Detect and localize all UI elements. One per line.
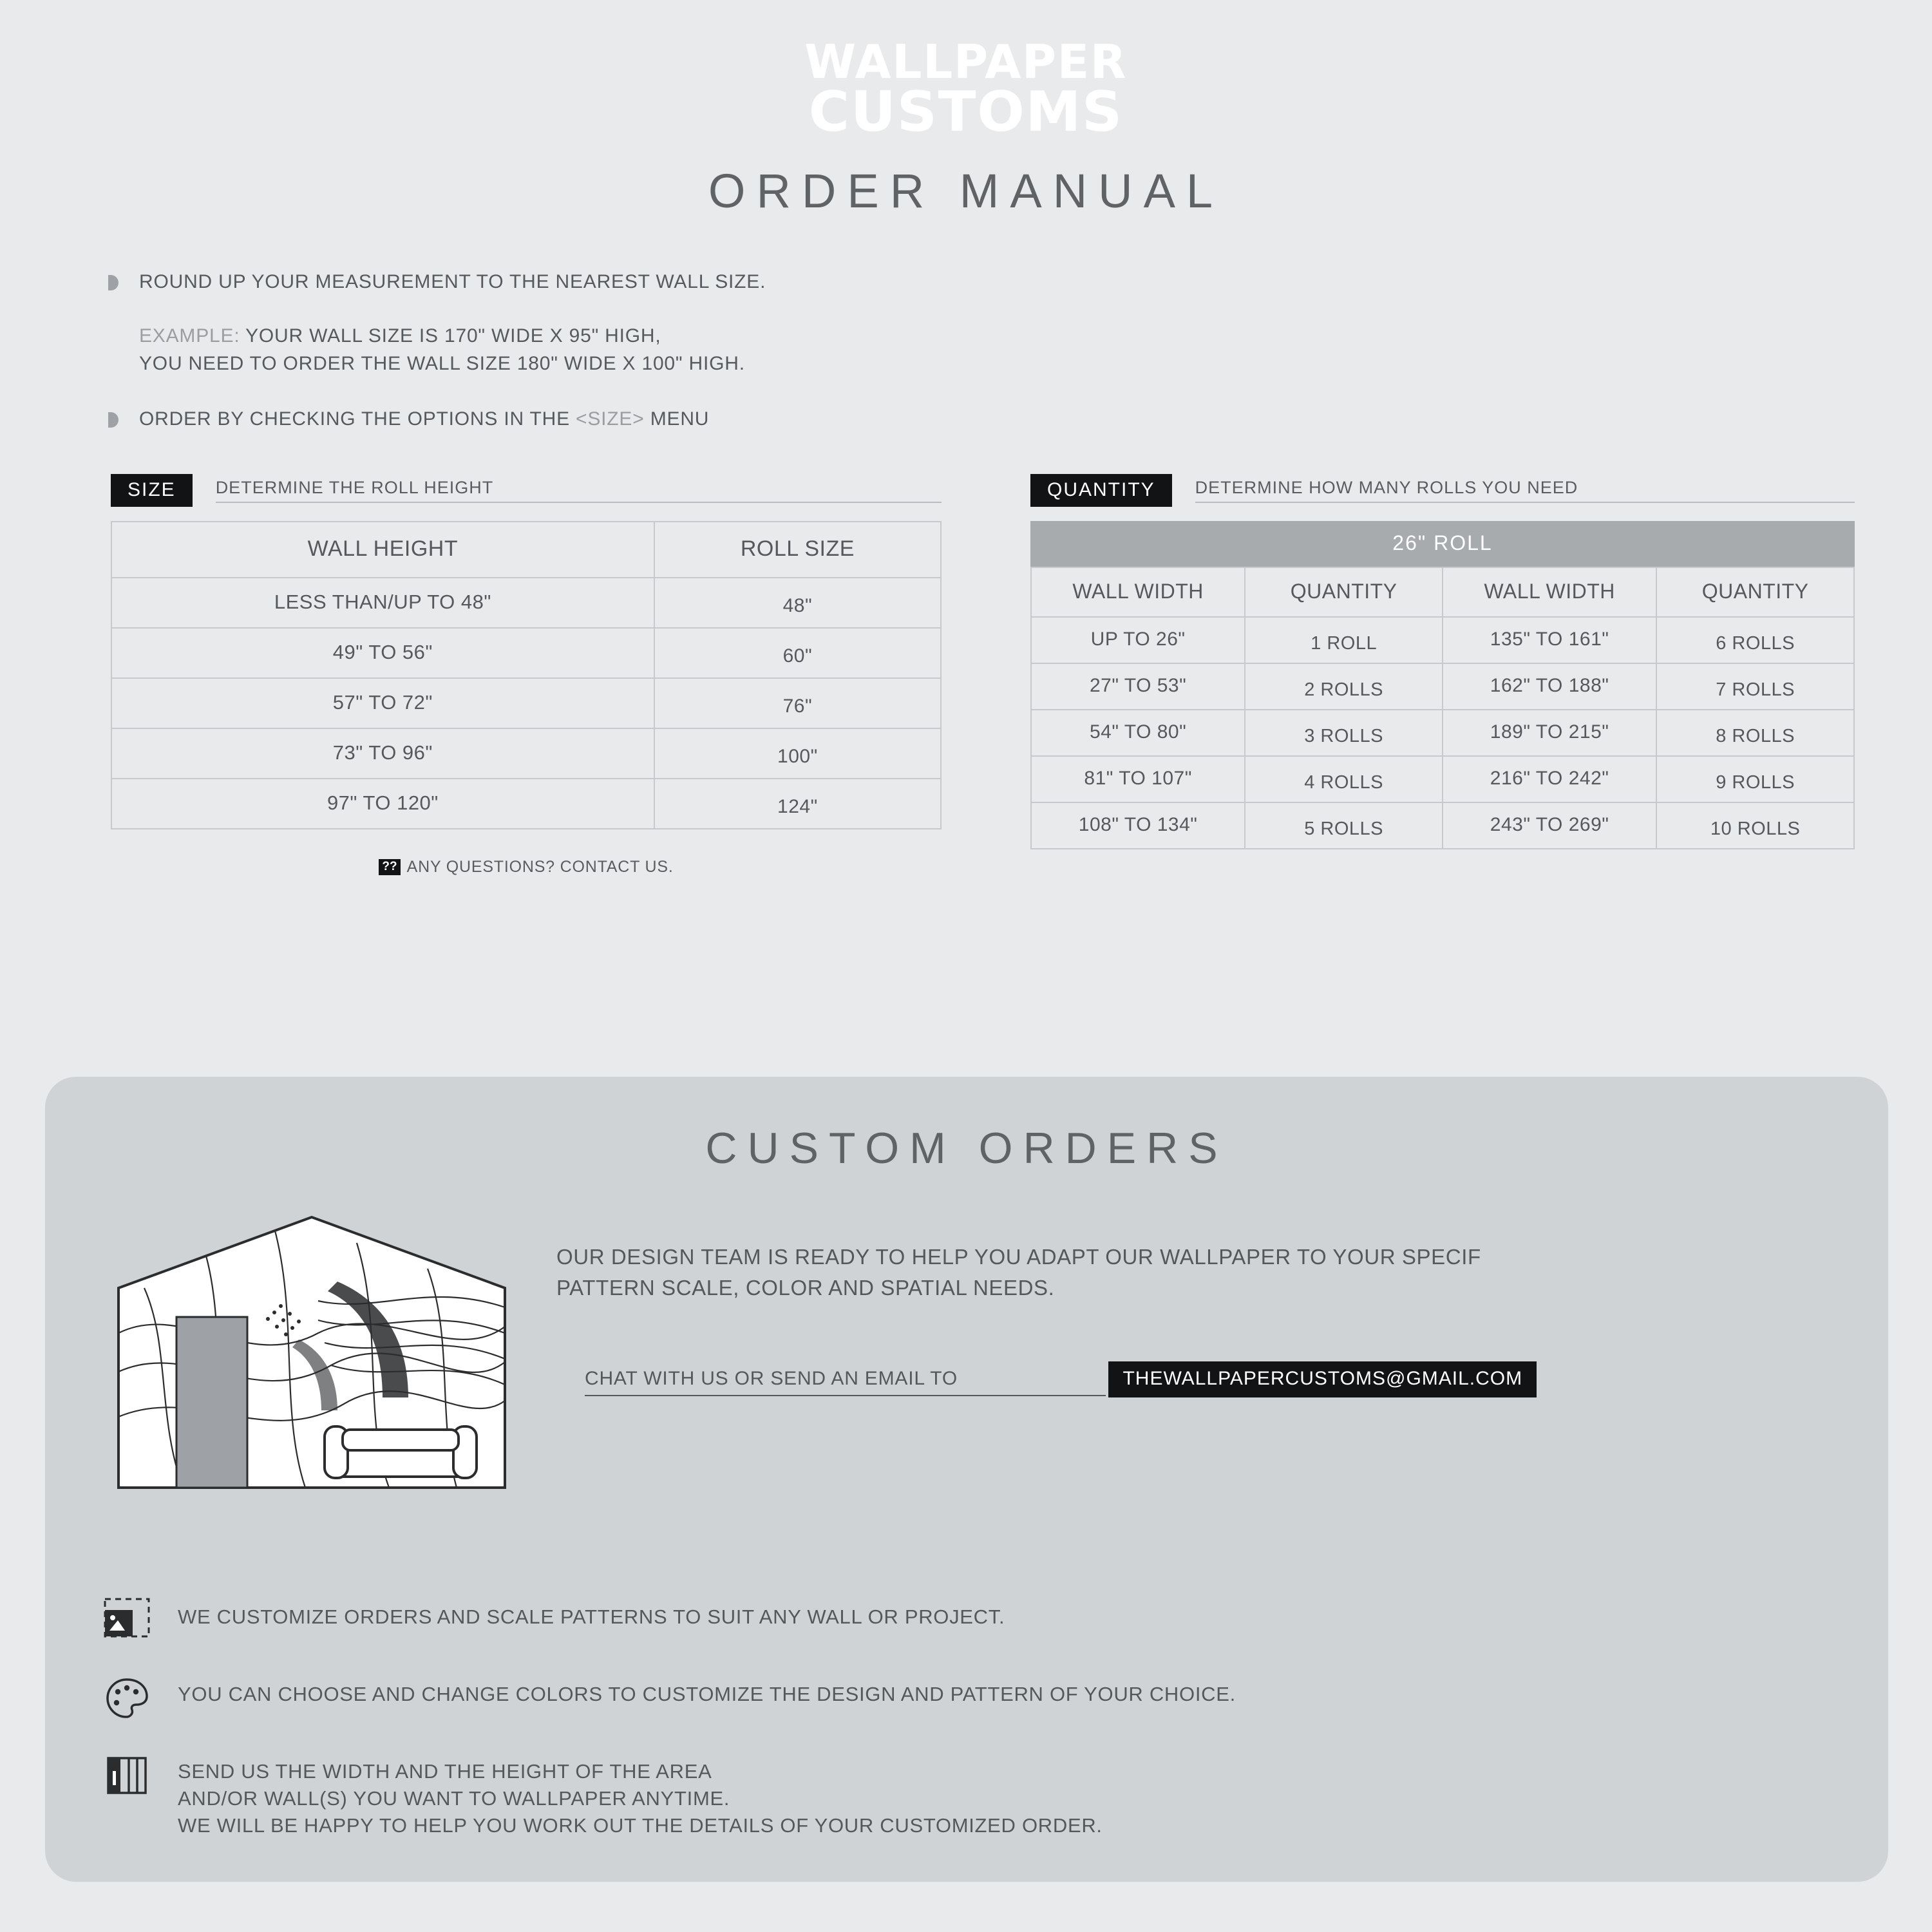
quantity-table: [1030, 567, 1855, 849]
image-frame-icon: [103, 1597, 151, 1645]
instructions-block: [0, 269, 1932, 433]
size-cell-roll-size: 124": [654, 779, 941, 829]
list-item: [103, 1597, 1777, 1645]
instruction-item-1: [108, 269, 1855, 296]
size-cell-roll-size: 60": [654, 628, 941, 678]
mural-illustration: [106, 1204, 518, 1507]
size-header-wall-height: WALL HEIGHT: [111, 522, 654, 578]
instruction-2-menu-token: <SIZE>: [576, 408, 645, 430]
page-title: ORDER MANUAL: [708, 164, 1224, 218]
chat-block: [556, 1352, 1860, 1397]
size-table-header-row: [111, 522, 941, 578]
qty-cell-width-left: 54" TO 80": [1031, 710, 1245, 756]
custom-orders-text-block: [518, 1204, 1860, 1507]
roll-size-banner: 26" ROLL: [1030, 521, 1855, 567]
instruction-2-text: [139, 406, 709, 433]
table-row: [1031, 710, 1854, 756]
qty-cell-quantity-right: 7 ROLLS: [1656, 663, 1854, 710]
qty-cell-width-right: 216" TO 242": [1443, 756, 1656, 802]
measure-icon: [103, 1752, 151, 1799]
qty-header-quantity-right: QUANTITY: [1656, 567, 1854, 617]
table-row: [1031, 617, 1854, 663]
qty-cell-width-left: 27" TO 53": [1031, 663, 1245, 710]
size-table: [111, 521, 942, 829]
bullet-marker-icon: [108, 275, 125, 292]
feature-3-line-1: SEND US THE WIDTH AND THE HEIGHT OF THE AREA: [178, 1760, 712, 1783]
sofa-shape: [325, 1426, 477, 1478]
qty-cell-width-right: 243" TO 269": [1443, 802, 1656, 849]
example-line-1: YOUR WALL SIZE IS 170" WIDE X 95" HIGH,: [245, 325, 661, 347]
qty-header-wall-width-left: WALL WIDTH: [1031, 567, 1245, 617]
feature-3-line-3: WE WILL BE HAPPY TO HELP YOU WORK OUT THE DETAILS OF YOUR CUSTOMIZED ORDER.: [178, 1814, 1103, 1837]
table-row: [111, 578, 941, 628]
custom-orders-title: CUSTOM ORDERS: [705, 1124, 1228, 1173]
example-line-2: YOU NEED TO ORDER THE WALL SIZE 180" WIDE X 100" HIGH.: [139, 352, 745, 374]
size-caption: DETERMINE THE ROLL HEIGHT: [216, 478, 942, 503]
qty-cell-quantity-left: 4 ROLLS: [1245, 756, 1443, 802]
qty-cell-quantity-left: 1 ROLL: [1245, 617, 1443, 663]
table-row: [111, 728, 941, 779]
custom-orders-body: [45, 1204, 1888, 1507]
wall-mural-icon: [106, 1204, 518, 1507]
qty-cell-width-left: 81" TO 107": [1031, 756, 1245, 802]
email-address-chip[interactable]: THEWALLPAPERCUSTOMS@GMAIL.COM: [1108, 1361, 1537, 1397]
size-tag-row: [111, 474, 942, 507]
feature-2-text: YOU CAN CHOOSE AND CHANGE COLORS TO CUSTOMIZE THE DESIGN AND PATTERN OF YOUR CHOICE.: [178, 1683, 1236, 1705]
custom-paragraph-line-2: PATTERN SCALE, COLOR AND SPATIAL NEEDS.: [556, 1275, 1055, 1300]
question-mark-icon: ??: [379, 859, 400, 875]
qty-cell-width-right: 135" TO 161": [1443, 617, 1656, 663]
custom-paragraph-line-1: OUR DESIGN TEAM IS READY TO HELP YOU ADAPT OUR WALLPAPER TO YOUR SPECIF: [556, 1245, 1481, 1269]
brand-logo: [0, 0, 1932, 145]
tables-area: [0, 474, 1932, 876]
qty-cell-width-left: UP TO 26": [1031, 617, 1245, 663]
quantity-tag-row: [1030, 474, 1855, 507]
instruction-item-2: [108, 406, 1855, 433]
size-cell-roll-size: 76": [654, 678, 941, 728]
table-row: [1031, 663, 1854, 710]
list-item: [103, 1752, 1777, 1839]
size-cell-wall-height: LESS THAN/UP TO 48": [111, 578, 654, 628]
qty-cell-width-right: 162" TO 188": [1443, 663, 1656, 710]
table-row: [111, 779, 941, 829]
list-item: [103, 1674, 1777, 1722]
contact-us-text: ANY QUESTIONS? CONTACT US.: [406, 858, 674, 876]
custom-orders-paragraph: [556, 1242, 1860, 1303]
table-row: [1031, 756, 1854, 802]
size-header-roll-size: ROLL SIZE: [654, 522, 941, 578]
palette-icon: [103, 1674, 151, 1722]
qty-cell-width-right: 189" TO 215": [1443, 710, 1656, 756]
example-label: EXAMPLE:: [139, 325, 240, 347]
quantity-caption: DETERMINE HOW MANY ROLLS YOU NEED: [1195, 478, 1855, 503]
qty-cell-quantity-left: 2 ROLLS: [1245, 663, 1443, 710]
size-table-block: [111, 474, 942, 876]
quantity-tag: QUANTITY: [1030, 474, 1172, 507]
size-cell-wall-height: 97" TO 120": [111, 779, 654, 829]
instruction-2-part-2: MENU: [644, 408, 710, 430]
qty-cell-quantity-right: 9 ROLLS: [1656, 756, 1854, 802]
contact-us-line[interactable]: [111, 858, 942, 876]
features-list: [103, 1597, 1777, 1869]
chat-invitation-text: CHAT WITH US OR SEND AN EMAIL TO: [585, 1368, 1106, 1396]
feature-1-text: WE CUSTOMIZE ORDERS AND SCALE PATTERNS TO SUIT ANY WALL OR PROJECT.: [178, 1605, 1005, 1628]
qty-cell-quantity-right: 6 ROLLS: [1656, 617, 1854, 663]
qty-header-quantity-left: QUANTITY: [1245, 567, 1443, 617]
door-shape: [176, 1317, 247, 1488]
qty-cell-quantity-left: 3 ROLLS: [1245, 710, 1443, 756]
size-cell-roll-size: 48": [654, 578, 941, 628]
instruction-1-text: ROUND UP YOUR MEASUREMENT TO THE NEAREST WALL SIZE.: [139, 271, 766, 293]
size-cell-wall-height: 73" TO 96": [111, 728, 654, 779]
size-cell-wall-height: 57" TO 72": [111, 678, 654, 728]
qty-cell-quantity-right: 8 ROLLS: [1656, 710, 1854, 756]
brand-line-1: WALLPAPER: [804, 35, 1128, 89]
size-cell-roll-size: 100": [654, 728, 941, 779]
brand-line-2: CUSTOMS: [808, 80, 1124, 145]
feature-3-text: [178, 1752, 1103, 1839]
size-cell-wall-height: 49" TO 56": [111, 628, 654, 678]
feature-3-line-2: AND/OR WALL(S) YOU WANT TO WALLPAPER ANYTIME.: [178, 1787, 730, 1810]
qty-cell-quantity-left: 5 ROLLS: [1245, 802, 1443, 849]
quantity-table-header-row: [1031, 567, 1854, 617]
bullet-marker-icon: [108, 412, 125, 429]
size-tag: SIZE: [111, 474, 193, 507]
table-row: [1031, 802, 1854, 849]
table-row: [111, 678, 941, 728]
table-row: [111, 628, 941, 678]
qty-header-wall-width-right: WALL WIDTH: [1443, 567, 1656, 617]
quantity-table-block: [1030, 474, 1855, 876]
qty-cell-width-left: 108" TO 134": [1031, 802, 1245, 849]
instruction-2-part-1: ORDER BY CHECKING THE OPTIONS IN THE: [139, 408, 576, 430]
example-block: [108, 323, 1855, 377]
qty-cell-quantity-right: 10 ROLLS: [1656, 802, 1854, 849]
